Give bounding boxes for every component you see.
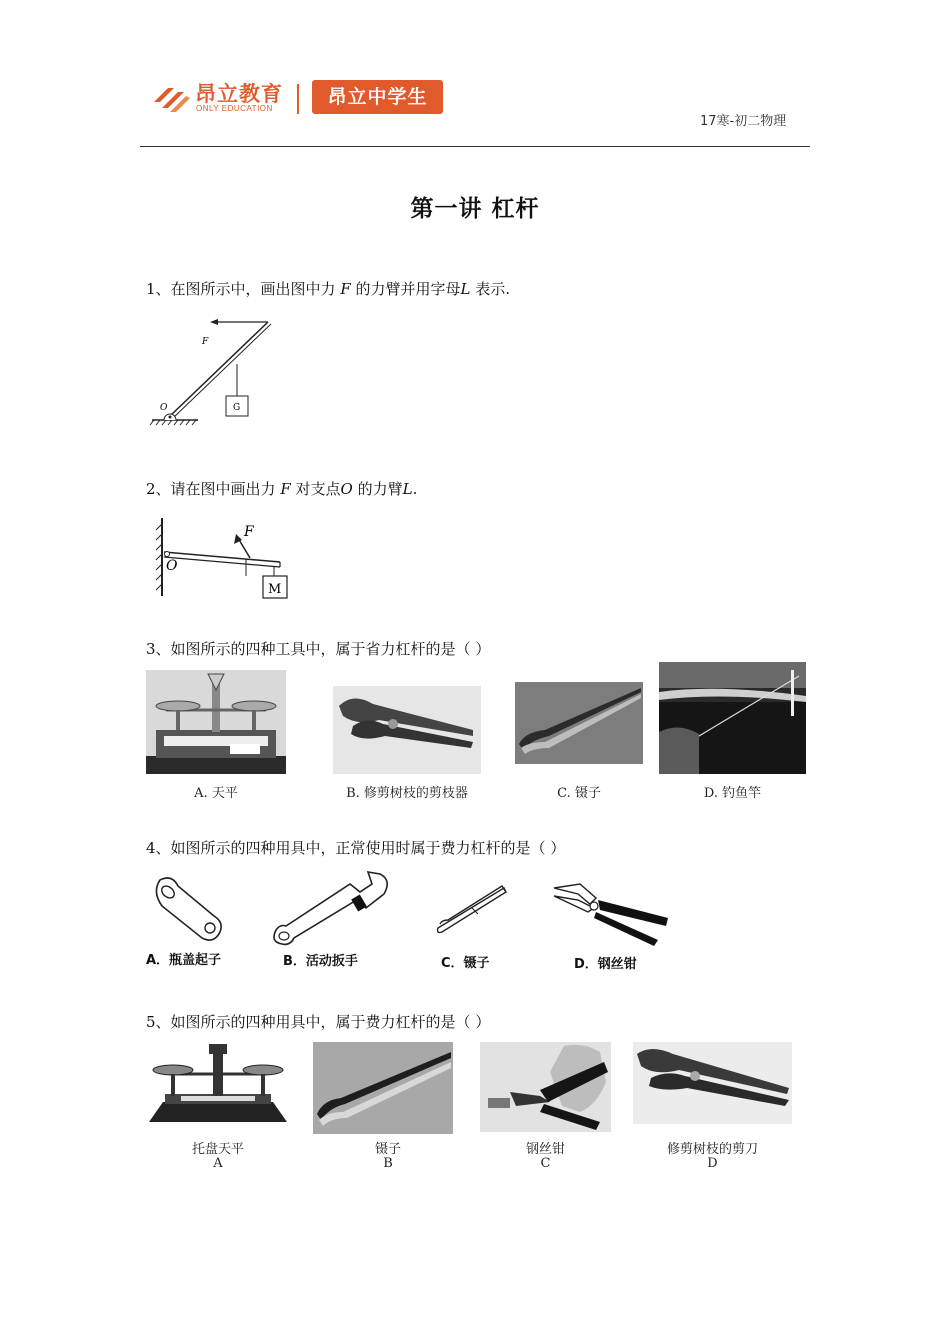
q4-option-a: A．瓶盖起子 (146, 953, 222, 968)
q3-photo-balance (146, 670, 286, 774)
q3-option-a: A. 天平 (194, 786, 238, 801)
q2-text-a: 2、请在图中画出力 (146, 480, 276, 498)
q5-option-d-letter: D (707, 1156, 718, 1171)
q2-pivot (165, 552, 170, 557)
q5-photo-pruning-shears (633, 1042, 792, 1124)
q3-option-d: D. 钓鱼竿 (703, 786, 762, 801)
q2-text-d: . (412, 480, 418, 498)
q5-photo-wire-pliers (480, 1042, 611, 1132)
q2-var-f: F (280, 480, 291, 498)
q1-text-a: 1、在图所示中，画出图中力 (146, 280, 336, 298)
brand-tag: 昂立中学生 (312, 80, 443, 114)
page-title: 第一讲 杠杆 (410, 196, 540, 222)
q5-option-c-letter: C (540, 1156, 551, 1171)
q1-label-f: F (202, 337, 209, 347)
q4-bottle-opener (148, 872, 228, 944)
q5-option-b-letter: B (383, 1156, 393, 1171)
question-2 (146, 478, 417, 499)
q2-lever-figure (150, 514, 300, 606)
q4-option-b: B．活动扳手 (283, 954, 358, 969)
q2-text-b: 对支点 (295, 480, 341, 498)
q4-option-c: C．镊子 (441, 956, 490, 971)
q5-photo-balance (145, 1042, 291, 1132)
q3-option-b: B. 修剪树枝的剪枝器 (346, 786, 468, 801)
q3-photo-pruner (333, 686, 481, 774)
q2-label-m: M (268, 582, 282, 597)
course-label: 17寒-初二物理 (700, 114, 787, 129)
brand-logo-icon (150, 80, 192, 114)
q5-option-a-name: 托盘天平 (191, 1142, 244, 1157)
q3-photo-fishing-rod (659, 662, 806, 774)
q1-var-f: F (340, 280, 351, 298)
q1-var-l: L (460, 280, 471, 298)
q2-var-l: L (402, 480, 413, 498)
header-rule (140, 146, 810, 147)
q2-lever-rod (164, 552, 280, 562)
q2-var-o: O (340, 480, 353, 498)
q1-lever-figure (146, 312, 286, 430)
question-1 (146, 278, 510, 299)
q5-option-c-name: 钢丝钳 (525, 1142, 565, 1157)
q2-text-c: 的力臂 (357, 480, 403, 498)
q1-label-g: G (233, 403, 241, 413)
q5-photo-tweezers (313, 1042, 453, 1134)
q3-photo-tweezers (515, 682, 643, 764)
question-4: 4、如图所示的四种用具中，正常使用时属于费力杠杆的是（ ） (146, 839, 566, 857)
brand-divider (297, 84, 299, 114)
brand-name-cn: 昂立教育 (195, 82, 283, 106)
brand-logo (150, 78, 450, 118)
q2-label-o: O (166, 558, 178, 574)
q1-text-c: 表示. (475, 280, 511, 298)
brand-name-en: ONLY EDUCATION (196, 104, 273, 113)
q5-option-a-letter: A (213, 1156, 223, 1171)
q1-text-b: 的力臂并用字母 (355, 280, 461, 298)
q4-tweezers (432, 880, 512, 940)
q5-option-d-name: 修剪树枝的剪刀 (666, 1142, 758, 1157)
q4-wire-pliers (550, 878, 672, 946)
q2-label-f: F (244, 524, 254, 540)
q1-label-o: O (160, 403, 168, 413)
q4-adjustable-wrench (274, 872, 387, 944)
q3-option-c: C. 镊子 (557, 786, 601, 801)
question-5: 5、如图所示的四种用具中，属于费力杠杆的是（ ） (146, 1013, 491, 1031)
question-3: 3、如图所示的四种工具中，属于省力杠杆的是（ ） (146, 640, 491, 658)
q5-option-b-name: 镊子 (374, 1142, 401, 1157)
q1-lever-rod (170, 322, 268, 416)
q4-option-d: D．钢丝钳 (574, 957, 637, 972)
